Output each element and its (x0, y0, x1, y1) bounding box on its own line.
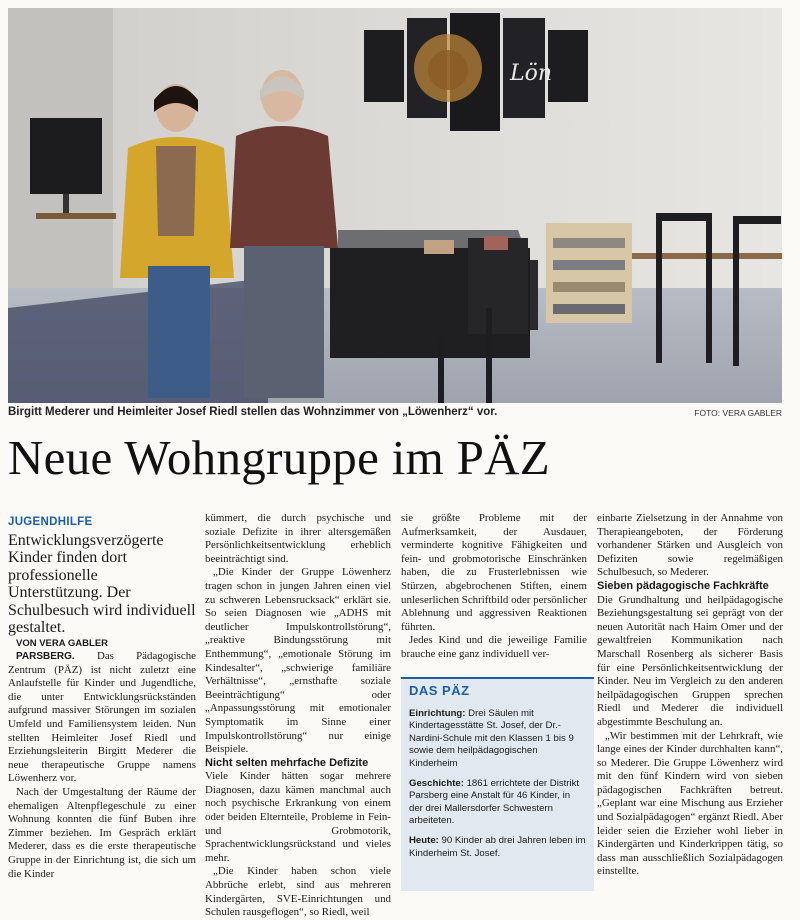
paragraph: sie größte Probleme mit der Aufmerksamkeit, der Ausdauer, verminderte kognitive Fähigkeiten und fein- und grobmotorische Einschränken haben, die zu Frusterlebnissen wie Stürzen, abgebrochenen Stiften, einem unleserlichen Schriftbild oder persönlicher Ablehnung und aggressiven Reaktionen führten. (401, 512, 587, 633)
article-photo (8, 8, 782, 403)
shelf (546, 223, 632, 323)
paragraph: „Die Kinder der Gruppe Löwenherz tragen schon in jungen Jahren einen viel zu schweren Lebensrucksack“ erklärt sie. So seien Diagnosen wie „ADHS mit deutlicher Impulskontrollstörung“, „reaktive Bindungsstörung mit Enthemmung“, „emotionale Störung im Kindesalter“, „schwierige familiäre Verhältnisse“, „ernsthafte soziale Beeinträchtigung“ oder „Anpassungsstörung mit emotionaler Symptomatik im Sinne einer Impulskontrollstörung“ nur einige Beispiele. (205, 566, 391, 756)
subhead: Sieben pädagogische Fachkräfte (597, 579, 769, 592)
paragraph: „Die Kinder haben schon viele Abbrüche erlebt, sind aus mehreren Kindergärten, SVE-Einrichtungen und Schulen rausgeflogen“, so Riedl, weil (205, 865, 391, 919)
column-2 (205, 512, 391, 920)
headline: Neue Wohngruppe im PÄZ (8, 430, 551, 485)
info-item: Heute: 90 Kinder ab drei Jahren leben im Kinderheim St. Josef. (409, 834, 586, 859)
paragraph: Die Grundhaltung und heilpädagogische Beziehungsgestaltung sei geprägt von der neuen Autorität nach Haim Omer und der gewaltfreien Kommunikation nach Marschall Rosenberg als sicherer Basis für eine Persönlichkeitsentwicklung der Kinder. Neu im Vergleich zu den anderen heilpädagogischen Gruppen sprechen Riedl und Mederer die individuell abgestimmte Beschulung an. (597, 593, 783, 728)
photo-caption (8, 406, 782, 422)
dateline: PARSBERG. (16, 651, 75, 663)
lead-text: Entwicklungsverzögerte Kinder finden dort professionelle Unterstützung. Der Schulbesuch wird individuell gestaltet. (8, 531, 196, 636)
column-4 (597, 512, 783, 879)
info-box (401, 677, 594, 891)
info-item: Einrichtung: Drei Säulen mit Kindertagesstätte St. Josef, der Dr.-Nardini-Schule mit den Klassen 1 bis 9 sowie dem heilpädagogischen Kinderheim (409, 707, 574, 769)
paragraph: Jedes Kind und die jeweilige Familie brauche eine ganz individuell ver- (401, 634, 587, 660)
svg-text:Lön: Lön (510, 61, 553, 86)
info-box-title: DAS PÄZ (409, 683, 470, 698)
column-3 (401, 512, 587, 662)
kicker: JUGENDHILFE (8, 516, 93, 528)
column-1 (8, 512, 196, 881)
paragraph: Nach der Umgestaltung der Räume der ehemaligen Altenpflegeschule zu einer Wohnung konnten die fünf Buben ihre Zimmer beziehen. Im Gespräch erklärt Mederer, dass es die erste therapeutische Gruppe in der Einrichtung ist, die sich um die Kinder (8, 786, 196, 880)
paragraph: einbarte Zielsetzung in der Annahme von Therapieangeboten, der Förderung vorhandener Stärken und Ausgleich von Defiziten sowie regelmäßigen Schulbesuch, so Mederer. (597, 512, 783, 579)
lead (8, 512, 196, 637)
paragraph: PARSBERG. Das Pädagogische Zentrum (PÄZ) ist nicht zuletzt eine Anlaufstelle für Kinder und Jugendliche, die unter Entwicklungsrückständen aufgrund massiver Störungen im sozialen Umfeld und Familiensystem leiden. Nun stellten Heimleiter Josef Riedl und Erziehungsleiterin Birgitt Mederer die neue therapeutische Gruppe namens Löwenherz vor. (8, 650, 196, 785)
info-item: Geschichte: 1861 errichtete der Distrikt Parsberg eine Anstalt für 46 Kinder, in der drei Mallersdorfer Schwestern arbeiteten. (409, 777, 580, 827)
living-room-photo (8, 8, 782, 403)
photo-credit: FOTO: VERA GABLER (694, 408, 782, 418)
sofa (330, 230, 538, 358)
paragraph: „Wir bestimmen mit der Lehrkraft, wie lange eines der Kinder durchhalten kann“, so Mederer. Die Gruppe Löwenherz wird mit den fünf Kindern wird von sieben pädagogischen Fachkräften betreut. „Geplant war eine Mischung aus Erzieher und Sozialpädagogen“ ergänzt Riedl. Aber leider seien die Erzieher wohl lieber in Kindergärten und Kinderkrippen tätig, so dass man ausschließlich Sozialpädagogen einstellte. (597, 729, 783, 878)
caption-text: Birgitt Mederer und Heimleiter Josef Riedl stellen das Wohnzimmer von „Löwenherz“ vor. (8, 406, 498, 418)
paragraph: kümmert, die durch psychische und soziale Defizite in ihrer altersgemäßen Persönlichkeitsentwicklung erheblich beeinträchtigt sind. (205, 512, 391, 565)
paragraph: Viele Kinder hätten sogar mehrere Diagnosen, dazu kämen manchmal auch noch psychische Erkrankung von einem oder beiden Elternteile, Probleme in Fein- und Grobmotorik, Sprachentwicklungsrückstand und vieles mehr. (205, 770, 391, 864)
byline: VON VERA GABLER (16, 637, 109, 649)
subhead: Nicht selten mehrfache Defizite (205, 756, 369, 769)
